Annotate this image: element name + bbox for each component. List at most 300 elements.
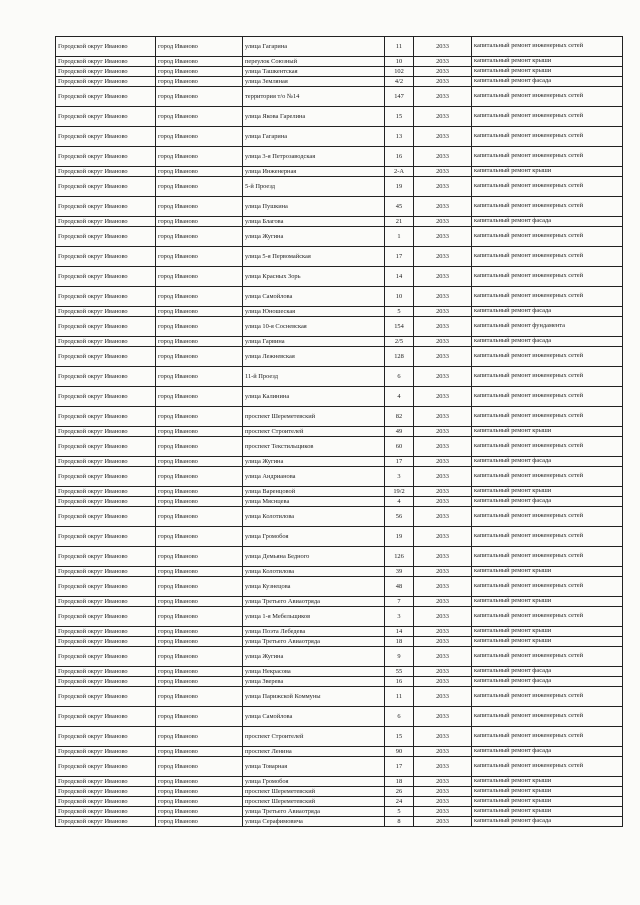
municipality-cell: Городской округ Иваново <box>56 57 156 67</box>
street-cell: проспект Строителей <box>243 727 385 747</box>
municipality-cell: Городской округ Иваново <box>56 317 156 337</box>
work-type-cell: капитальный ремонт крыши <box>472 777 623 787</box>
work-type-cell: капитальный ремонт фасада <box>472 677 623 687</box>
street-cell: проспект Ленина <box>243 747 385 757</box>
municipality-cell: Городской округ Иваново <box>56 507 156 527</box>
municipality-cell: Городской округ Иваново <box>56 797 156 807</box>
street-cell: переулок Союзный <box>243 57 385 67</box>
work-type-cell: капитальный ремонт инженерных сетей <box>472 387 623 407</box>
house-number-cell: 26 <box>385 787 414 797</box>
year-cell: 2033 <box>414 677 472 687</box>
work-type-cell: капитальный ремонт инженерных сетей <box>472 197 623 217</box>
street-cell: улица Товарная <box>243 757 385 777</box>
house-number-cell: 8 <box>385 817 414 827</box>
house-number-cell: 18 <box>385 777 414 787</box>
work-type-cell: капитальный ремонт крыши <box>472 787 623 797</box>
year-cell: 2033 <box>414 577 472 597</box>
city-cell: город Иваново <box>156 567 243 577</box>
house-number-cell: 154 <box>385 317 414 337</box>
house-number-cell: 2/5 <box>385 337 414 347</box>
municipality-cell: Городской округ Иваново <box>56 687 156 707</box>
municipality-cell: Городской округ Иваново <box>56 707 156 727</box>
year-cell: 2033 <box>414 817 472 827</box>
work-type-cell: капитальный ремонт фасада <box>472 457 623 467</box>
city-cell: город Иваново <box>156 507 243 527</box>
street-cell: проспект Текстильщиков <box>243 437 385 457</box>
city-cell: город Иваново <box>156 437 243 457</box>
house-number-cell: 10 <box>385 287 414 307</box>
year-cell: 2033 <box>414 147 472 167</box>
city-cell: город Иваново <box>156 217 243 227</box>
street-cell: улица Парижской Коммуны <box>243 687 385 707</box>
street-cell: улица Жугина <box>243 227 385 247</box>
table-row <box>56 677 623 687</box>
house-number-cell: 5 <box>385 307 414 317</box>
city-cell: город Иваново <box>156 317 243 337</box>
house-number-cell: 48 <box>385 577 414 597</box>
work-type-cell: капитальный ремонт инженерных сетей <box>472 367 623 387</box>
work-type-cell: капитальный ремонт крыши <box>472 797 623 807</box>
work-type-cell: капитальный ремонт крыши <box>472 807 623 817</box>
year-cell: 2033 <box>414 367 472 387</box>
table-row <box>56 217 623 227</box>
year-cell: 2033 <box>414 227 472 247</box>
work-type-cell: капитальный ремонт инженерных сетей <box>472 727 623 747</box>
city-cell: город Иваново <box>156 797 243 807</box>
work-type-cell: капитальный ремонт инженерных сетей <box>472 87 623 107</box>
house-number-cell: 49 <box>385 427 414 437</box>
work-type-cell: капитальный ремонт фасада <box>472 667 623 677</box>
work-type-cell: капитальный ремонт инженерных сетей <box>472 107 623 127</box>
street-cell: территория т/о №14 <box>243 87 385 107</box>
city-cell: город Иваново <box>156 527 243 547</box>
table-row <box>56 647 623 667</box>
table-row <box>56 567 623 577</box>
street-cell: улица Лежневская <box>243 347 385 367</box>
table-row <box>56 547 623 567</box>
city-cell: город Иваново <box>156 387 243 407</box>
municipality-cell: Городской округ Иваново <box>56 637 156 647</box>
house-number-cell: 126 <box>385 547 414 567</box>
house-number-cell: 16 <box>385 677 414 687</box>
year-cell: 2033 <box>414 177 472 197</box>
table-row <box>56 597 623 607</box>
work-type-cell: капитальный ремонт фасада <box>472 337 623 347</box>
city-cell: город Иваново <box>156 167 243 177</box>
year-cell: 2033 <box>414 57 472 67</box>
municipality-cell: Городской округ Иваново <box>56 67 156 77</box>
table-row <box>56 607 623 627</box>
work-type-cell: капитальный ремонт инженерных сетей <box>472 647 623 667</box>
year-cell: 2033 <box>414 627 472 637</box>
year-cell: 2033 <box>414 87 472 107</box>
table-row <box>56 467 623 487</box>
year-cell: 2033 <box>414 127 472 147</box>
house-number-cell: 11 <box>385 687 414 707</box>
work-type-cell: капитальный ремонт фасада <box>472 497 623 507</box>
work-type-cell: капитальный ремонт инженерных сетей <box>472 467 623 487</box>
table-row <box>56 797 623 807</box>
street-cell: улица Кузнецова <box>243 577 385 597</box>
municipality-cell: Городской округ Иваново <box>56 777 156 787</box>
street-cell: улица Зверева <box>243 677 385 687</box>
table-row <box>56 457 623 467</box>
street-cell: улица Колотилова <box>243 567 385 577</box>
municipality-cell: Городской округ Иваново <box>56 627 156 637</box>
table-row <box>56 507 623 527</box>
street-cell: улица 3-я Петрозаводская <box>243 147 385 167</box>
street-cell: 5-й Проезд <box>243 177 385 197</box>
table-row <box>56 427 623 437</box>
work-type-cell: капитальный ремонт инженерных сетей <box>472 247 623 267</box>
street-cell: проспект Шереметевский <box>243 797 385 807</box>
table-row <box>56 367 623 387</box>
work-type-cell: капитальный ремонт инженерных сетей <box>472 177 623 197</box>
year-cell: 2033 <box>414 567 472 577</box>
municipality-cell: Городской округ Иваново <box>56 567 156 577</box>
year-cell: 2033 <box>414 267 472 287</box>
street-cell: улица Гагарина <box>243 37 385 57</box>
municipality-cell: Городской округ Иваново <box>56 577 156 597</box>
year-cell: 2033 <box>414 647 472 667</box>
table-row <box>56 227 623 247</box>
municipality-cell: Городской округ Иваново <box>56 787 156 797</box>
year-cell: 2033 <box>414 337 472 347</box>
street-cell: улица Благова <box>243 217 385 227</box>
street-cell: улица Демьяна Бедного <box>243 547 385 567</box>
city-cell: город Иваново <box>156 67 243 77</box>
municipality-cell: Городской округ Иваново <box>56 77 156 87</box>
municipality-cell: Городской округ Иваново <box>56 37 156 57</box>
table-row <box>56 807 623 817</box>
city-cell: город Иваново <box>156 497 243 507</box>
house-number-cell: 14 <box>385 267 414 287</box>
work-type-cell: капитальный ремонт инженерных сетей <box>472 527 623 547</box>
street-cell: улица Жугина <box>243 457 385 467</box>
house-number-cell: 56 <box>385 507 414 527</box>
work-type-cell: капитальный ремонт фасада <box>472 747 623 757</box>
municipality-cell: Городской округ Иваново <box>56 547 156 567</box>
table-row <box>56 147 623 167</box>
street-cell: улица Ташкентская <box>243 67 385 77</box>
table-row <box>56 347 623 367</box>
table-row <box>56 287 623 307</box>
house-number-cell: 102 <box>385 67 414 77</box>
house-number-cell: 3 <box>385 607 414 627</box>
year-cell: 2033 <box>414 497 472 507</box>
municipality-cell: Городской округ Иваново <box>56 197 156 217</box>
house-number-cell: 9 <box>385 647 414 667</box>
municipality-cell: Городской округ Иваново <box>56 437 156 457</box>
year-cell: 2033 <box>414 607 472 627</box>
street-cell: улица Некрасова <box>243 667 385 677</box>
table-row <box>56 487 623 497</box>
work-type-cell: капитальный ремонт инженерных сетей <box>472 577 623 597</box>
table-row <box>56 527 623 547</box>
year-cell: 2033 <box>414 457 472 467</box>
city-cell: город Иваново <box>156 147 243 167</box>
year-cell: 2033 <box>414 467 472 487</box>
house-number-cell: 4/2 <box>385 77 414 87</box>
street-cell: улица 5-я Первомайская <box>243 247 385 267</box>
city-cell: город Иваново <box>156 577 243 597</box>
city-cell: город Иваново <box>156 777 243 787</box>
year-cell: 2033 <box>414 687 472 707</box>
city-cell: город Иваново <box>156 57 243 67</box>
table-row <box>56 307 623 317</box>
city-cell: город Иваново <box>156 287 243 307</box>
city-cell: город Иваново <box>156 247 243 267</box>
house-number-cell: 1 <box>385 227 414 247</box>
year-cell: 2033 <box>414 317 472 337</box>
house-number-cell: 5 <box>385 807 414 817</box>
table-row <box>56 787 623 797</box>
year-cell: 2033 <box>414 437 472 457</box>
municipality-cell: Городской округ Иваново <box>56 217 156 227</box>
work-type-cell: капитальный ремонт инженерных сетей <box>472 227 623 247</box>
house-number-cell: 19/2 <box>385 487 414 497</box>
street-cell: улица Серафимовича <box>243 817 385 827</box>
work-type-cell: капитальный ремонт фасада <box>472 307 623 317</box>
city-cell: город Иваново <box>156 597 243 607</box>
municipality-cell: Городской округ Иваново <box>56 807 156 817</box>
work-type-cell: капитальный ремонт крыши <box>472 427 623 437</box>
municipality-cell: Городской округ Иваново <box>56 607 156 627</box>
work-type-cell: капитальный ремонт фасада <box>472 817 623 827</box>
house-number-cell: 6 <box>385 367 414 387</box>
street-cell: проспект Шереметевский <box>243 787 385 797</box>
year-cell: 2033 <box>414 797 472 807</box>
table-row <box>56 387 623 407</box>
year-cell: 2033 <box>414 387 472 407</box>
table-body <box>56 37 623 827</box>
street-cell: улица Андрианова <box>243 467 385 487</box>
house-number-cell: 45 <box>385 197 414 217</box>
year-cell: 2033 <box>414 217 472 227</box>
city-cell: город Иваново <box>156 87 243 107</box>
house-number-cell: 19 <box>385 527 414 547</box>
work-type-cell: капитальный ремонт инженерных сетей <box>472 407 623 427</box>
municipality-cell: Городской округ Иваново <box>56 467 156 487</box>
table-row <box>56 77 623 87</box>
municipality-cell: Городской округ Иваново <box>56 167 156 177</box>
street-cell: проспект Шереметевский <box>243 407 385 427</box>
city-cell: город Иваново <box>156 427 243 437</box>
municipality-cell: Городской округ Иваново <box>56 757 156 777</box>
table-row <box>56 497 623 507</box>
street-cell: 11-й Проезд <box>243 367 385 387</box>
house-number-cell: 90 <box>385 747 414 757</box>
year-cell: 2033 <box>414 597 472 607</box>
work-type-cell: капитальный ремонт крыши <box>472 567 623 577</box>
work-type-cell: капитальный ремонт крыши <box>472 487 623 497</box>
table-row <box>56 747 623 757</box>
city-cell: город Иваново <box>156 267 243 287</box>
city-cell: город Иваново <box>156 547 243 567</box>
city-cell: город Иваново <box>156 197 243 217</box>
house-number-cell: 55 <box>385 667 414 677</box>
work-type-cell: капитальный ремонт инженерных сетей <box>472 347 623 367</box>
house-number-cell: 17 <box>385 247 414 267</box>
house-number-cell: 14 <box>385 627 414 637</box>
street-cell: улица Жугина <box>243 647 385 667</box>
municipality-cell: Городской округ Иваново <box>56 727 156 747</box>
municipality-cell: Городской округ Иваново <box>56 647 156 667</box>
year-cell: 2033 <box>414 167 472 177</box>
city-cell: город Иваново <box>156 757 243 777</box>
municipality-cell: Городской округ Иваново <box>56 427 156 437</box>
house-number-cell: 19 <box>385 177 414 197</box>
year-cell: 2033 <box>414 67 472 77</box>
work-type-cell: капитальный ремонт инженерных сетей <box>472 507 623 527</box>
year-cell: 2033 <box>414 757 472 777</box>
work-type-cell: капитальный ремонт инженерных сетей <box>472 287 623 307</box>
table-row <box>56 87 623 107</box>
municipality-cell: Городской округ Иваново <box>56 347 156 367</box>
table-row <box>56 337 623 347</box>
house-number-cell: 11 <box>385 37 414 57</box>
city-cell: город Иваново <box>156 607 243 627</box>
house-number-cell: 18 <box>385 637 414 647</box>
year-cell: 2033 <box>414 77 472 87</box>
year-cell: 2033 <box>414 807 472 817</box>
city-cell: город Иваново <box>156 367 243 387</box>
municipality-cell: Городской округ Иваново <box>56 307 156 317</box>
city-cell: город Иваново <box>156 337 243 347</box>
table-row <box>56 107 623 127</box>
house-number-cell: 3 <box>385 467 414 487</box>
work-type-cell: капитальный ремонт крыши <box>472 637 623 647</box>
house-number-cell: 39 <box>385 567 414 577</box>
house-number-cell: 13 <box>385 127 414 147</box>
table-row <box>56 57 623 67</box>
street-cell: улица Гарвина <box>243 337 385 347</box>
house-number-cell: 21 <box>385 217 414 227</box>
year-cell: 2033 <box>414 287 472 307</box>
city-cell: город Иваново <box>156 807 243 817</box>
table-row <box>56 727 623 747</box>
table-row <box>56 37 623 57</box>
city-cell: город Иваново <box>156 467 243 487</box>
city-cell: город Иваново <box>156 727 243 747</box>
house-number-cell: 128 <box>385 347 414 367</box>
year-cell: 2033 <box>414 747 472 757</box>
work-type-cell: капитальный ремонт инженерных сетей <box>472 267 623 287</box>
street-cell: улица Земляная <box>243 77 385 87</box>
year-cell: 2033 <box>414 427 472 437</box>
municipality-cell: Городской округ Иваново <box>56 817 156 827</box>
house-number-cell: 16 <box>385 147 414 167</box>
city-cell: город Иваново <box>156 637 243 647</box>
house-number-cell: 82 <box>385 407 414 427</box>
work-type-cell: капитальный ремонт инженерных сетей <box>472 437 623 457</box>
street-cell: улица Поэта Лебедева <box>243 627 385 637</box>
city-cell: город Иваново <box>156 77 243 87</box>
table-row <box>56 177 623 197</box>
year-cell: 2033 <box>414 707 472 727</box>
street-cell: улица Гагарина <box>243 127 385 147</box>
work-type-cell: капитальный ремонт крыши <box>472 627 623 637</box>
table-row <box>56 167 623 177</box>
street-cell: улица 1-я Мебельщиков <box>243 607 385 627</box>
municipality-cell: Городской округ Иваново <box>56 747 156 757</box>
work-type-cell: капитальный ремонт инженерных сетей <box>472 147 623 167</box>
work-type-cell: капитальный ремонт инженерных сетей <box>472 757 623 777</box>
table-row <box>56 757 623 777</box>
municipality-cell: Городской округ Иваново <box>56 287 156 307</box>
street-cell: улица Самойлова <box>243 287 385 307</box>
city-cell: город Иваново <box>156 677 243 687</box>
table-row <box>56 317 623 337</box>
table-row <box>56 267 623 287</box>
work-type-cell: капитальный ремонт инженерных сетей <box>472 707 623 727</box>
municipality-cell: Городской округ Иваново <box>56 177 156 197</box>
city-cell: город Иваново <box>156 487 243 497</box>
table-row <box>56 197 623 217</box>
municipality-cell: Городской округ Иваново <box>56 107 156 127</box>
work-type-cell: капитальный ремонт крыши <box>472 57 623 67</box>
city-cell: город Иваново <box>156 177 243 197</box>
year-cell: 2033 <box>414 197 472 217</box>
city-cell: город Иваново <box>156 707 243 727</box>
house-number-cell: 24 <box>385 797 414 807</box>
year-cell: 2033 <box>414 727 472 747</box>
year-cell: 2033 <box>414 347 472 367</box>
table-row <box>56 577 623 597</box>
year-cell: 2033 <box>414 527 472 547</box>
city-cell: город Иваново <box>156 747 243 757</box>
year-cell: 2033 <box>414 787 472 797</box>
city-cell: город Иваново <box>156 37 243 57</box>
table-row <box>56 407 623 427</box>
house-number-cell: 6 <box>385 707 414 727</box>
house-number-cell: 17 <box>385 757 414 777</box>
work-type-cell: капитальный ремонт крыши <box>472 67 623 77</box>
year-cell: 2033 <box>414 107 472 127</box>
city-cell: город Иваново <box>156 647 243 667</box>
year-cell: 2033 <box>414 547 472 567</box>
municipality-cell: Городской округ Иваново <box>56 387 156 407</box>
table-row <box>56 637 623 647</box>
street-cell: улица Третьего Авиаотряда <box>243 597 385 607</box>
municipality-cell: Городской округ Иваново <box>56 127 156 147</box>
city-cell: город Иваново <box>156 347 243 367</box>
street-cell: улица Юношеская <box>243 307 385 317</box>
work-type-cell: капитальный ремонт инженерных сетей <box>472 127 623 147</box>
street-cell: улица 10-я Сосневская <box>243 317 385 337</box>
municipality-cell: Городской округ Иваново <box>56 677 156 687</box>
street-cell: улица Якова Гарелина <box>243 107 385 127</box>
house-number-cell: 60 <box>385 437 414 457</box>
city-cell: город Иваново <box>156 457 243 467</box>
work-type-cell: капитальный ремонт инженерных сетей <box>472 547 623 567</box>
repair-schedule-table <box>55 36 623 827</box>
house-number-cell: 15 <box>385 727 414 747</box>
house-number-cell: 15 <box>385 107 414 127</box>
street-cell: улица Инженерная <box>243 167 385 177</box>
year-cell: 2033 <box>414 507 472 527</box>
city-cell: город Иваново <box>156 787 243 797</box>
work-type-cell: капитальный ремонт инженерных сетей <box>472 687 623 707</box>
table-row <box>56 817 623 827</box>
city-cell: город Иваново <box>156 667 243 677</box>
year-cell: 2033 <box>414 307 472 317</box>
year-cell: 2033 <box>414 637 472 647</box>
street-cell: улица Самойлова <box>243 707 385 727</box>
city-cell: город Иваново <box>156 817 243 827</box>
municipality-cell: Городской округ Иваново <box>56 147 156 167</box>
house-number-cell: 7 <box>385 597 414 607</box>
